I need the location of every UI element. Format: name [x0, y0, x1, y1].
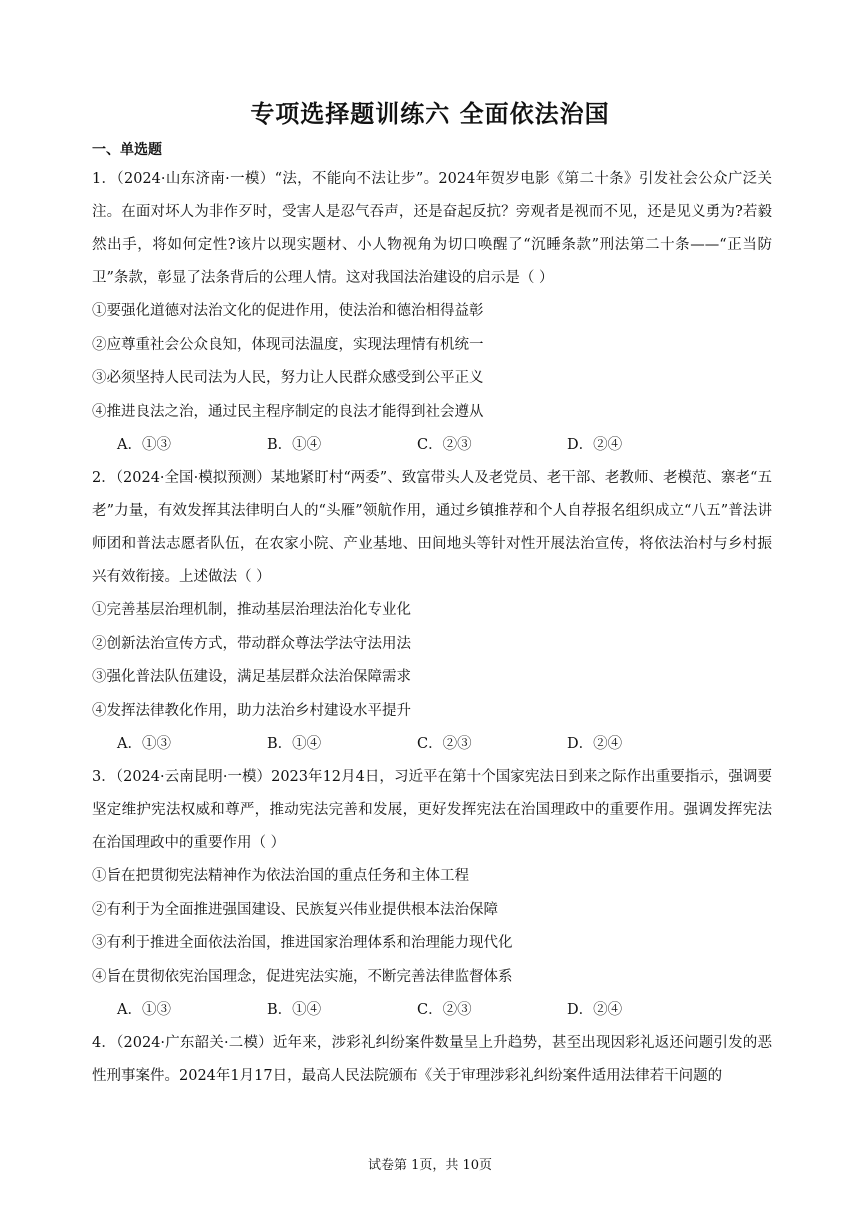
statement-option: ①要强化道德对法治文化的促进作用，使法治和德治相得益彰: [92, 303, 484, 319]
statement-option: ③有利于推进全面依法治国，推进国家治理体系和治理能力现代化: [92, 935, 513, 951]
choice-c: C．②③: [417, 437, 472, 453]
question-stem: 4．（2024·广东韶关·二模）近年来，涉彩礼纠纷案件数量呈上升趋势，甚至出现因彩礼返还问题引发的恶性刑事案件。2024年1月17日，最高人民法院颁布《关于审理涉彩礼纠纷案件适用法律若干问题的: [92, 1035, 772, 1084]
choice-a: A．①③: [117, 437, 171, 453]
question-stem: 3．（2024·云南昆明·一模）2023年12月4日，习近平在第十个国家宪法日到来之际作出重要指示，强调要坚定维护宪法权威和尊严，推动宪法完善和发展，更好发挥宪法在治国理政中的重要作用。强调发挥宪法在治国理政中的重要作用（ ）: [92, 769, 772, 851]
section-heading: 一、单选题: [92, 142, 162, 158]
choice-a: A．①③: [117, 1002, 171, 1018]
choice-b: B．①④: [267, 437, 322, 453]
choice-c: C．②③: [417, 736, 472, 752]
choice-d: D．②④: [567, 736, 623, 752]
statement-option: ③强化普法队伍建设，满足基层群众法治保障需求: [92, 669, 411, 685]
choice-d: D．②④: [567, 437, 623, 453]
document-title: 专项选择题训练六 全面依法治国: [250, 99, 610, 128]
question-3: [92, 761, 772, 1027]
statement-option: ②有利于为全面推进强国建设、民族复兴伟业提供根本法治保障: [92, 901, 498, 918]
statement-option: ②应尊重社会公众良知，体现司法温度，实现法理情有机统一: [92, 336, 484, 353]
question-4: [92, 1027, 772, 1093]
choice-b: B．①④: [267, 736, 322, 752]
question-2: [92, 462, 772, 761]
statement-option: ③必须坚持人民司法为人民，努力让人民群众感受到公平正义: [92, 370, 484, 386]
choice-d: D．②④: [567, 1002, 623, 1018]
statement-option: ②创新法治宣传方式，带动群众尊法学法守法用法: [92, 635, 411, 652]
choice-c: C．②③: [417, 1002, 472, 1018]
statement-option: ①完善基层治理机制，推动基层治理法治化专业化: [92, 602, 411, 618]
choice-b: B．①④: [267, 1002, 322, 1018]
question-stem: 2．（2024·全国·模拟预测）某地紧盯村“两委”、致富带头人及老党员、老干部、老教师、老模范、寨老“五老”力量，有效发挥其法律明白人的“头雁”领航作用，通过乡镇推荐和个人自荐报名组织成立“八五”普法讲师团和普法志愿者队伍，在农家小院、产业基地、田间地头等针对性开展法治宣传，将依法治村与乡村振兴有效衔接。上述做法（ ）: [92, 470, 772, 585]
question-1: [92, 163, 772, 462]
page-footer: 试卷第 1页，共 10页: [367, 1158, 493, 1173]
statement-option: ④发挥法律教化作用，助力法治乡村建设水平提升: [92, 702, 411, 719]
answer-choices: [92, 728, 772, 761]
question-stem: 1．（2024·山东济南·一模）“法，不能向不法让步”。2024年贺岁电影《第二十条》引发社会公众广泛关注。在面对坏人为非作歹时，受害人是忍气吞声，还是奋起反抗？旁观者是视而不见，还是见义勇为?若毅然出手，将如何定性?该片以现实题材、小人物视角为切口唤醒了“沉睡条款”刑法第二十条——“正当防卫”条款，彰显了法条背后的公理人情。这对我国法治建设的启示是（ ）: [92, 171, 772, 286]
statement-option: ④推进良法之治，通过民主程序制定的良法才能得到社会遵从: [92, 403, 484, 420]
answer-choices: [92, 994, 772, 1027]
statement-option: ①旨在把贯彻宪法精神作为依法治国的重点任务和主体工程: [92, 868, 469, 884]
statement-option: ④旨在贯彻依宪治国理念，促进宪法实施，不断完善法律监督体系: [92, 968, 513, 985]
answer-choices: [92, 429, 772, 462]
choice-a: A．①③: [117, 736, 171, 752]
question-list: [92, 163, 772, 1093]
